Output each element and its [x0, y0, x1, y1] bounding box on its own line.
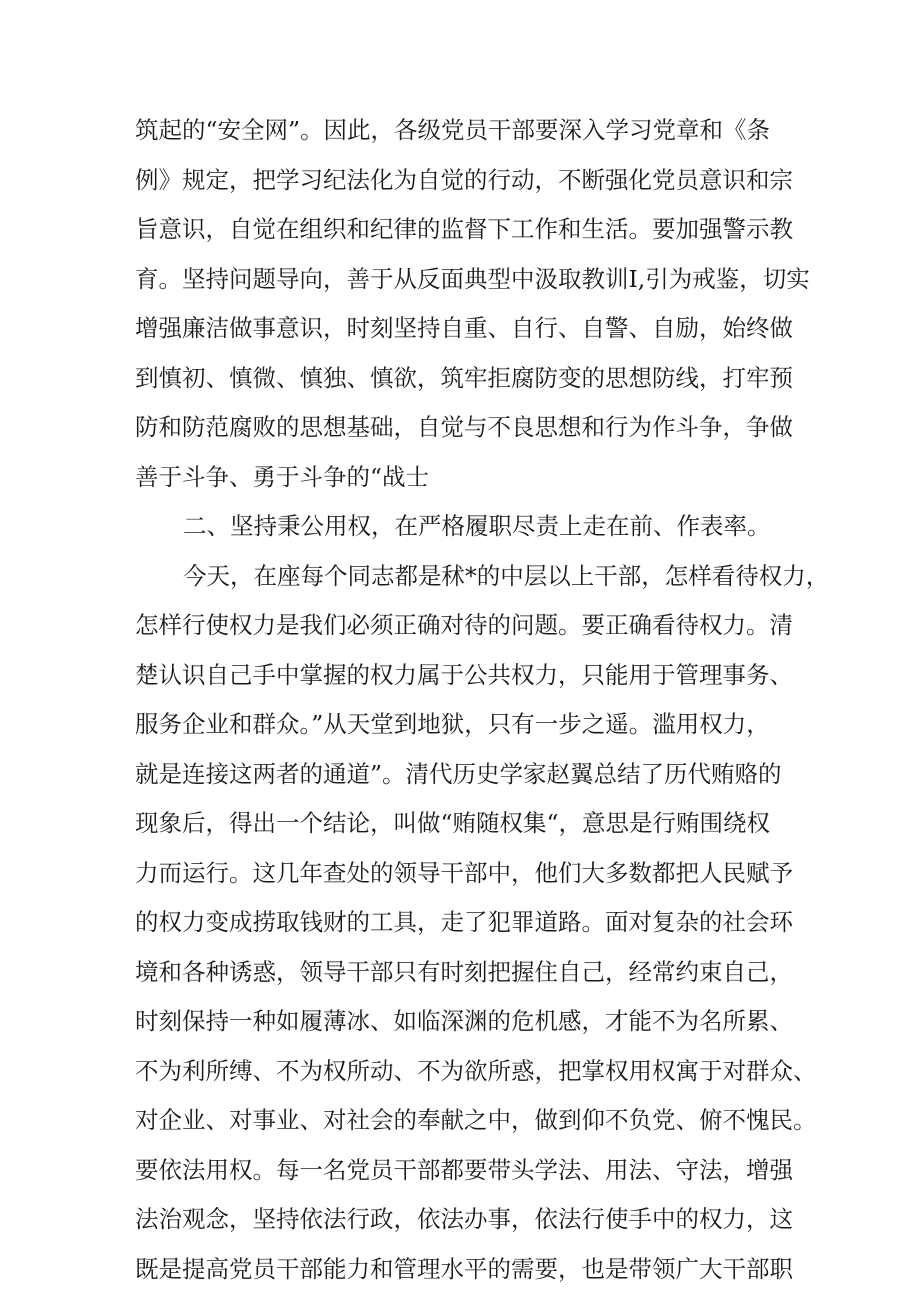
paragraph-line: 就是连接这两者的通道”。清代历史学家赵翼总结了历代贿赂的 [135, 760, 782, 788]
paragraph-line: 不为利所缚、不为权所动、不为欲所惑，把掌权用权寓于对群众、 [135, 1057, 817, 1085]
paragraph-line: 境和各种诱惑，领导干部只有时刻把握住自己，经常约束自己， [135, 958, 793, 986]
paragraph-line: 现象后，得出一个结论，叫做“贿随权集“，意思是行贿围绕权 [135, 809, 771, 837]
paragraph-line: 对企业、对事业、对社会的奉献之中，做到仰不负党、俯不愧民。 [135, 1106, 817, 1134]
paragraph-line: 怎样行使权力是我们必须正确对待的问题。要正确看待权力。清 [135, 611, 793, 639]
paragraph-line: 防和防范腐败的思想基础，自觉与不良思想和行为作斗争，争做 [135, 413, 793, 441]
section-heading: 二、坚持秉公用权，在严格履职尽责上走在前、作表率。 [183, 512, 771, 540]
paragraph-line: 法治观念，坚持依法行政，依法办事，依法行使手中的权力，这 [135, 1205, 793, 1233]
paragraph-line: 到慎初、慎微、慎独、慎欲，筑牢拒腐防变的思想防线，打牢预 [135, 364, 793, 392]
paragraph-line: 今天，在座每个同志都是秫*的中层以上干部，怎样看待权力， [183, 562, 830, 590]
paragraph-line: 增强廉洁做事意识，时刻坚持自重、自行、自警、自励，始终做 [135, 314, 793, 342]
paragraph-line: 筑起的“安全网”。因此，各级党员干部要深入学习党章和《条 [135, 116, 771, 144]
paragraph-line: 力而运行。这几年查处的领导干部中，他们大多数都把人民赋予 [135, 859, 793, 887]
paragraph-line: 要依法用权。每一名党员干部都要带头学法、用法、守法，增强 [135, 1156, 793, 1184]
paragraph-line: 时刻保持一种如履薄冰、如临深渊的危机感，才能不为名所累、 [135, 1007, 793, 1035]
paragraph-line: 例》规定，把学习纪法化为自觉的行动，不断强化党员意识和宗 [135, 166, 793, 194]
paragraph-line: 的权力变成捞取钱财的工具，走了犯罪道路。面对复杂的社会环 [135, 908, 793, 936]
paragraph-line: 既是提高党员干部能力和管理水平的需要，也是带领广大干部职 [135, 1255, 793, 1283]
paragraph-line: 旨意识，自觉在组织和纪律的监督下工作和生活。要加强警示教 [135, 215, 793, 243]
paragraph-line: 楚认识自己手中掌握的权力属于公共权力，只能用于管理事务、 [135, 661, 793, 689]
paragraph-line: 服务企业和群众。”从天堂到地狱，只有一步之遥。滥用权力， [135, 710, 770, 738]
paragraph-line: 善于斗争、勇于斗争的“战士 [135, 463, 430, 491]
paragraph-line: 育。坚持问题导向，善于从反面典型中汲取教训I,引为戒鉴，切实 [135, 265, 810, 293]
